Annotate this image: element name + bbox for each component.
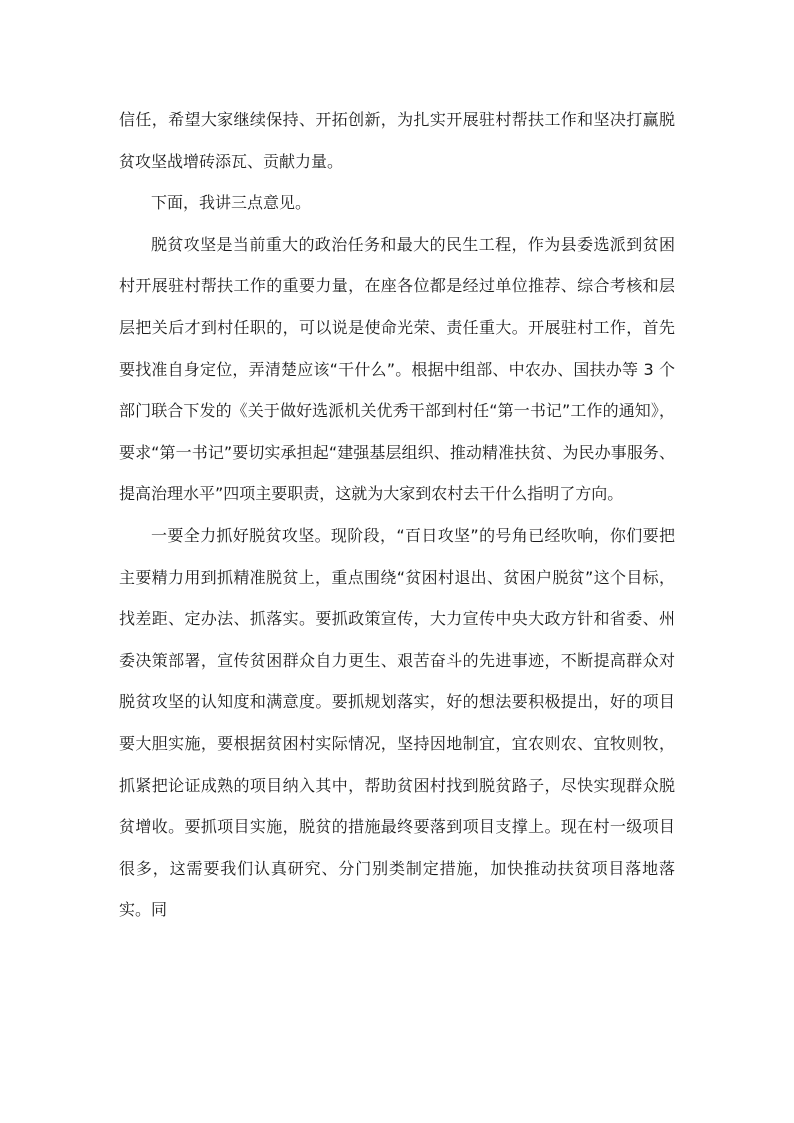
paragraph-continuation: 信任，希望大家继续保持、开拓创新，为扎实开展驻村帮扶工作和坚决打赢脱贫攻坚战增砖添瓦、贡献力量。 xyxy=(119,110,675,171)
paragraph-poverty-alleviation: 脱贫攻坚是当前重大的政治任务和最大的民生工程，作为县委选派到贫困村开展驻村帮扶工作的重要力量，在座各位都是经过单位推荐、综合考核和层层把关后才到村任职的，可以说是使命光荣、责任重大。开展驻村工作，首先要找准自身定位，弄清楚应该“干什么”。根据中组部、中农办、国扶办等 3 个部门联合下发的《关于做好选派机关优秀干部到村任“第一书记”工作的通知》，要求“第一书记”要切实承担起“建强基层组织、推动精准扶贫、为民办事服务、提高治理水平”四项主要职责，这就为大家到农村去干什么指明了方向。 xyxy=(119,234,675,504)
paragraph-first-point: 一要全力抓好脱贫攻坚。现阶段，“百日攻坚”的号角已经吹响，你们要把主要精力用到抓精准脱贫上，重点围绕“贫困村退出、贫困户脱贫”这个目标，找差距、定办法、抓落实。要抓政策宣传，大力宣传中央大政方针和省委、州委决策部署，宣传贫困群众自力更生、艰苦奋斗的先进事迹，不断提高群众对脱贫攻坚的认知度和满意度。要抓规划落实，好的想法要积极提出，好的项目要大胆实施，要根据贫困村实际情况，坚持因地制宜，宜农则农、宜牧则牧，抓紧把论证成熟的项目纳入其中，帮助贫困村找到脱贫路子，尽快实现群众脱贫增收。要抓项目实施，脱贫的措施最终要落到项目支撑上。现在村一级项目很多，这需要我们认真研究、分门别类制定措施，加快推动扶贫项目落地落实。同 xyxy=(119,525,675,920)
document-body xyxy=(119,99,675,931)
paragraph-intro: 下面，我讲三点意见。 xyxy=(151,193,312,213)
